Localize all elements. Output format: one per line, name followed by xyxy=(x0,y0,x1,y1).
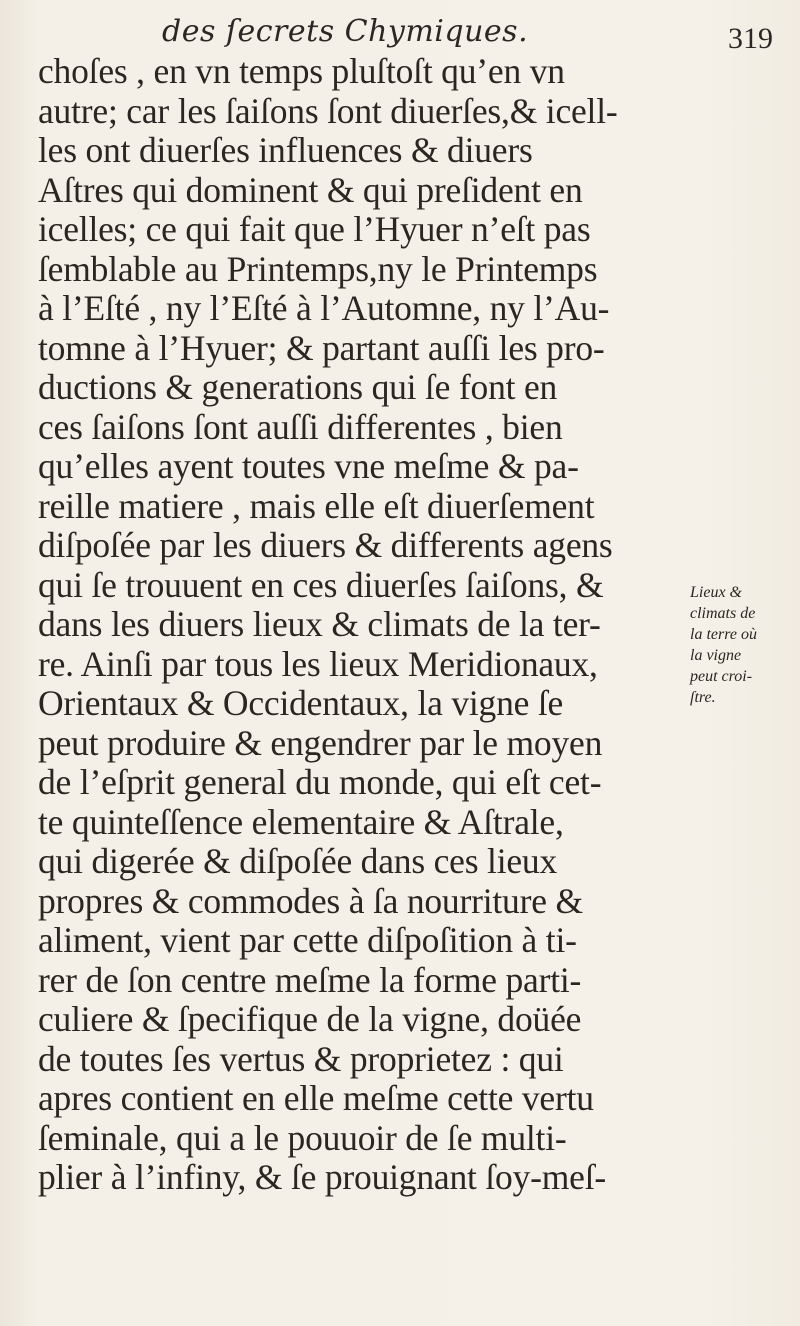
text-line: te quinteſſence elementaire & Aſtrale, xyxy=(38,801,564,842)
text-line: Orientaux & Occidentaux, la vigne ſe xyxy=(38,683,564,723)
text-line: les ont diuerſes influences & diuers xyxy=(38,130,533,170)
text-line: de l’eſprit general du monde, qui eſt cet- xyxy=(38,762,602,802)
text-line: à l’Eſté , ny l’Eſté à l’Automne, ny l’Au- xyxy=(38,288,610,328)
text-line: reille matiere , mais elle eſt diuerſement xyxy=(38,485,595,526)
text-line: ſeminale, qui a le pouuoir de ſe multi- xyxy=(38,1117,567,1158)
margin-note-line: Lieux & xyxy=(690,584,742,601)
text-line: tomne à l’Hyuer; & partant auſſi les pro- xyxy=(38,327,605,368)
margin-note-line: climats de xyxy=(690,605,756,622)
running-title: des ſecrets Chymiques. xyxy=(162,14,529,49)
text-line: ces ſaiſons ſont auſſi differentes , bien xyxy=(38,406,563,447)
margin-note-line: peut croi- xyxy=(690,668,753,685)
text-line: qui digerée & diſpoſée dans ces lieux xyxy=(38,841,558,881)
text-line: icelles; ce qui fait que l’Hyuer n’eſt pas xyxy=(38,209,591,249)
text-line: ductions & generations qui ſe font en xyxy=(38,367,558,407)
text-line: plier à l’infiny, & ſe prouignant ſoy-meſ- xyxy=(38,1157,606,1197)
text-line: propres & commodes à ſa nourriture & xyxy=(38,880,583,921)
margin-note-line: la terre où xyxy=(690,626,757,643)
text-line: qu’elles ayent toutes vne meſme & pa- xyxy=(38,446,579,486)
text-line: peut produire & engendrer par le moyen xyxy=(38,722,603,763)
text-line: de toutes ſes vertus & proprietez : qui xyxy=(38,1038,564,1079)
margin-note-line: la vigne xyxy=(690,647,742,664)
text-line: apres contient en elle meſme cette vertu xyxy=(38,1078,594,1118)
text-line: re. Ainſi par tous les lieux Meridionaux, xyxy=(38,643,598,684)
text-line: autre; car les ſaiſons ſont diuerſes,& icell- xyxy=(38,90,618,131)
text-line: dans les diuers lieux & climats de la ter- xyxy=(38,604,601,644)
text-line: qui ſe trouuent en ces diuerſes ſaiſons, & xyxy=(38,564,604,605)
text-line: Aſtres qui dominent & qui preſident en xyxy=(38,169,583,210)
text-line: culiere & ſpecifique de la vigne, doüée xyxy=(38,999,582,1039)
page-number: 319 xyxy=(728,22,773,55)
margin-note xyxy=(690,582,790,708)
text-line: diſpoſée par les diuers & differents agens xyxy=(38,525,613,565)
text-line: choſes , en vn temps pluſtoſt qu’en vn xyxy=(38,51,565,91)
body-text xyxy=(38,52,778,1198)
text-line: ſemblable au Printemps,ny le Printemps xyxy=(38,248,598,289)
text-line: rer de ſon centre meſme la forme parti- xyxy=(38,959,582,1000)
margin-note-line: ſtre. xyxy=(690,689,716,706)
text-line: aliment, vient par cette diſpoſition à ti- xyxy=(38,920,577,960)
